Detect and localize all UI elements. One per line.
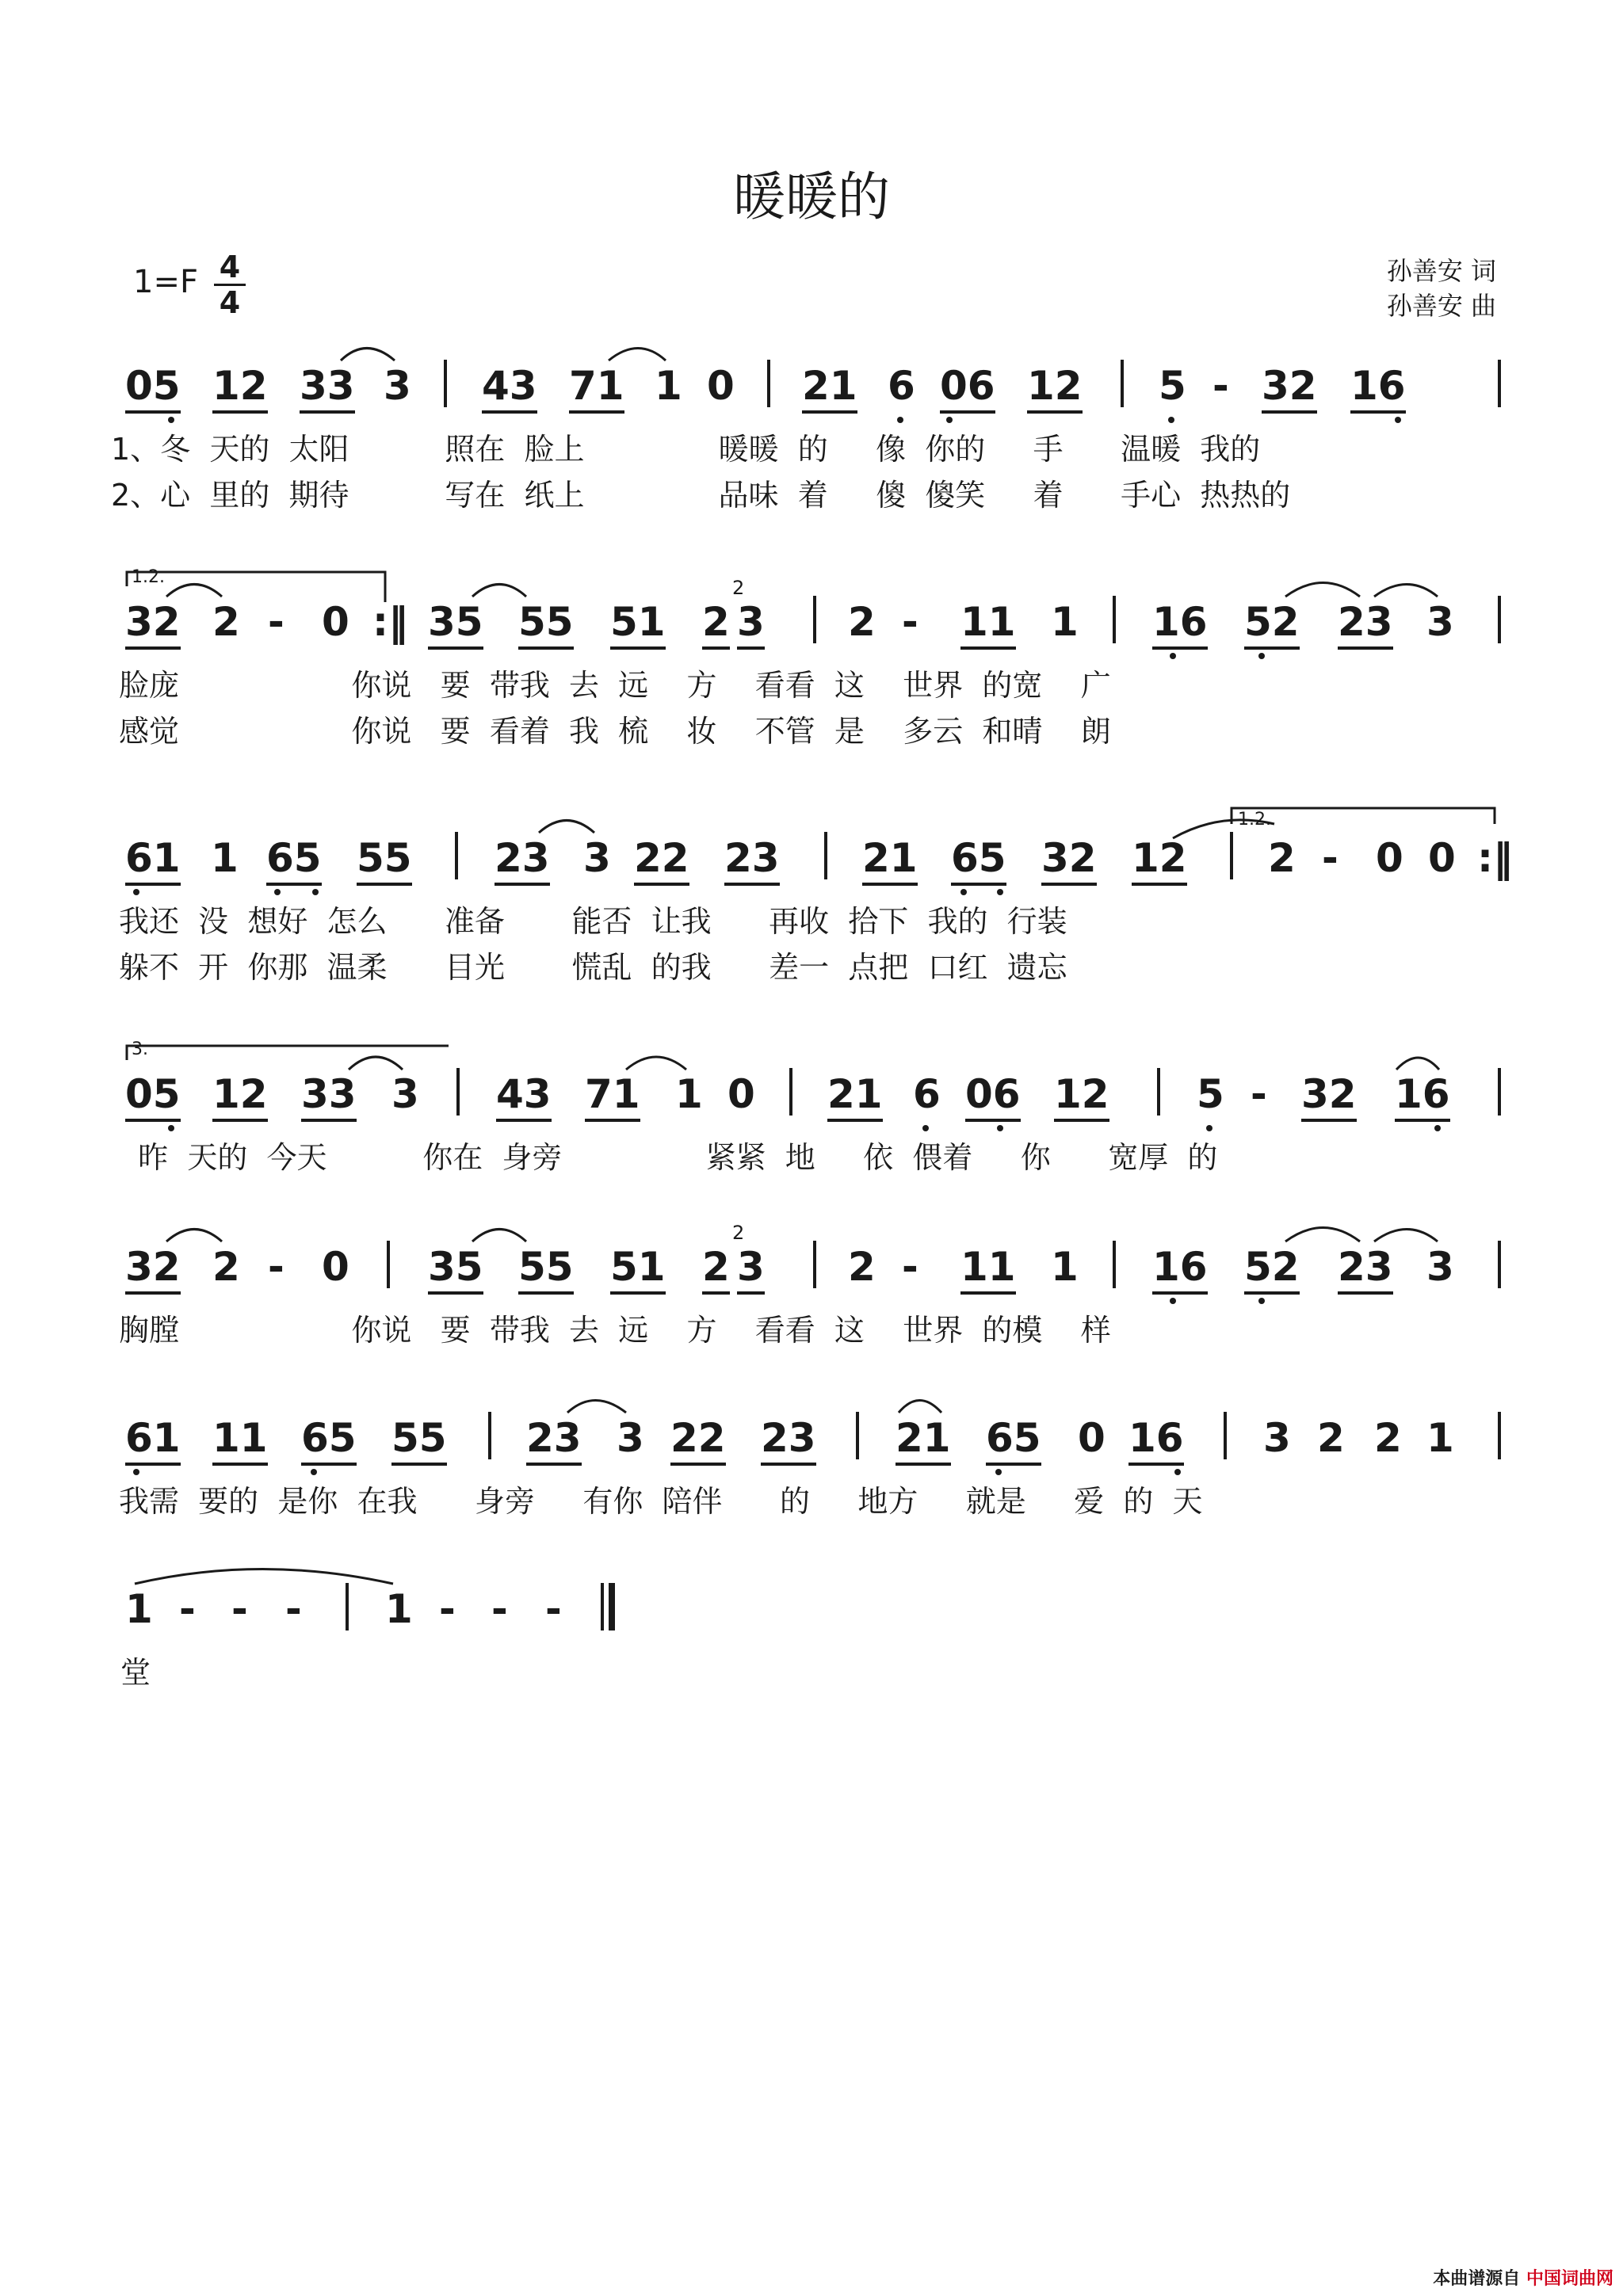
note: 11 xyxy=(960,1247,1016,1295)
note: 52 xyxy=(1244,602,1300,650)
note: - xyxy=(545,1586,562,1632)
note: 65 xyxy=(266,838,322,886)
note: - xyxy=(1322,835,1338,881)
notes-line: 61 1 65 55 23 3 22 23 21 65 32 12 2 - 0 0 :‖ xyxy=(0,838,1623,894)
note: 16 xyxy=(1152,602,1208,650)
note: 65 xyxy=(986,1418,1041,1466)
note: 6 xyxy=(913,1071,941,1117)
composer-credit: 孙善安 曲 xyxy=(1386,291,1496,321)
note: 2 xyxy=(212,1244,240,1290)
volta-label: 3. xyxy=(132,1039,148,1059)
note: 0 xyxy=(322,1244,349,1290)
note: 1 xyxy=(125,1586,153,1632)
note: 21 xyxy=(802,366,857,414)
note: - xyxy=(1212,363,1229,409)
note: 12 xyxy=(1132,838,1187,886)
volta-label: 1.2. xyxy=(1238,810,1271,830)
note: 55 xyxy=(518,602,574,650)
note: 23 xyxy=(1338,602,1393,650)
note: - xyxy=(902,1244,918,1290)
lyrics-verse-3: 胸膛 你说 要 带我 去 远 方 看看 这 世界 的模 样 xyxy=(119,1313,1111,1348)
note: 3 xyxy=(1426,599,1454,645)
note: 43 xyxy=(482,366,537,414)
note: 0 xyxy=(707,363,735,409)
note: 32 xyxy=(1041,838,1097,886)
lyrics-verse-3: 堂 xyxy=(120,1655,151,1690)
note: 32 xyxy=(125,602,181,650)
volta-label: 1.2. xyxy=(132,567,165,587)
note: 1 xyxy=(211,835,239,881)
note: 21 xyxy=(827,1074,883,1122)
lyricist-credit: 孙善安 词 xyxy=(1386,256,1496,286)
note: 1 xyxy=(1051,1244,1079,1290)
note: 1 xyxy=(675,1071,703,1117)
note: - xyxy=(268,599,285,645)
notes-line xyxy=(0,1586,1623,1645)
note: 65 xyxy=(951,838,1006,886)
note: 65 xyxy=(301,1418,357,1466)
note: 2 xyxy=(1317,1415,1345,1461)
note: 55 xyxy=(357,838,412,886)
note: 32 xyxy=(125,1247,181,1295)
note: 33 xyxy=(300,366,355,414)
note: 2 xyxy=(1268,835,1296,881)
note: 3 xyxy=(617,1415,644,1461)
note: - xyxy=(231,1586,248,1632)
note: 51 xyxy=(610,1247,666,1295)
grace-note: 2 xyxy=(732,1222,745,1244)
note: 2 xyxy=(702,1247,730,1295)
key-signature: 1=F xyxy=(133,264,198,300)
note: - xyxy=(268,1244,285,1290)
note: 12 xyxy=(212,1074,268,1122)
note: 1 xyxy=(385,1586,413,1632)
note: 12 xyxy=(1027,366,1083,414)
note: - xyxy=(1251,1071,1267,1117)
note: 22 xyxy=(634,838,689,886)
note: 0 xyxy=(322,599,349,645)
note: 3 xyxy=(1263,1415,1291,1461)
note: 16 xyxy=(1395,1074,1450,1122)
note: 2 xyxy=(848,1244,876,1290)
lyrics-verse-2: 躲不 开 你那 温柔 目光 慌乱 的我 差一 点把 口红 遗忘 xyxy=(119,950,1067,985)
note: 23 xyxy=(724,838,780,886)
lyrics-verse-1: 我还 没 想好 怎么 准备 能否 让我 再收 拾下 我的 行装 xyxy=(119,904,1067,939)
notes-line: 32 2 - 0 :‖ 35 55 51 2 3 2 2 - 11 1 16 52 23 3 xyxy=(0,602,1623,658)
lyrics-verse-2: 2、心 里的 期待 写在 纸上 品味 着 傻 傻笑 着 手心 热热的 xyxy=(111,478,1291,513)
note: 05 xyxy=(125,1074,181,1122)
source-footer xyxy=(1433,2265,1613,2290)
note: 0 xyxy=(1376,835,1403,881)
note: 6 xyxy=(888,363,915,409)
note: - xyxy=(491,1586,508,1632)
time-signature xyxy=(214,252,246,318)
note: 06 xyxy=(965,1074,1021,1122)
note: 2 xyxy=(212,599,240,645)
note: 32 xyxy=(1301,1074,1357,1122)
note: 3 xyxy=(737,1247,765,1295)
note: 32 xyxy=(1262,366,1317,414)
note: 5 xyxy=(1159,363,1186,409)
notes-line xyxy=(0,1222,1623,1302)
note: 43 xyxy=(496,1074,552,1122)
note: 16 xyxy=(1128,1418,1184,1466)
note: 11 xyxy=(212,1418,268,1466)
note: 23 xyxy=(1338,1247,1393,1295)
note: 1 xyxy=(1051,599,1079,645)
meter-top: 4 xyxy=(219,250,241,284)
note: 61 xyxy=(125,838,181,886)
note: 2 xyxy=(848,599,876,645)
lyrics-verse-2: 感觉 你说 要 看着 我 梳 妆 不管 是 多云 和晴 朗 xyxy=(119,714,1111,749)
note: 23 xyxy=(495,838,550,886)
notes-line xyxy=(0,363,1623,421)
lyrics-verse-3: 我需 要的 是你 在我 身旁 有你 陪伴 的 地方 就是 爱 的 天 xyxy=(119,1484,1203,1519)
lyrics-verse-1: 1、冬 天的 太阳 照在 脸上 暖暖 的 像 你的 手 温暖 我的 xyxy=(111,432,1261,467)
note: - xyxy=(902,599,918,645)
note: 52 xyxy=(1244,1247,1300,1295)
note: 12 xyxy=(1054,1074,1109,1122)
note: 21 xyxy=(862,838,918,886)
note: 0 xyxy=(1428,835,1456,881)
grace-note: 2 xyxy=(732,577,745,599)
note: 21 xyxy=(896,1418,951,1466)
note: 23 xyxy=(526,1418,582,1466)
note: 33 xyxy=(301,1074,357,1122)
note: 0 xyxy=(1078,1415,1106,1461)
note: 1 xyxy=(1426,1415,1454,1461)
note: - xyxy=(285,1586,302,1632)
note: 3 xyxy=(583,835,611,881)
lyrics-verse-1: 脸庞 你说 要 带我 去 远 方 看看 这 世界 的宽 广 xyxy=(119,668,1111,703)
note: 5 xyxy=(1197,1071,1224,1117)
note: 51 xyxy=(610,602,666,650)
note: 2 xyxy=(1374,1415,1402,1461)
note: 55 xyxy=(391,1418,447,1466)
note: 05 xyxy=(125,366,181,414)
song-title: 暖暖的 xyxy=(733,166,890,227)
note: 16 xyxy=(1152,1247,1208,1295)
note: 3 xyxy=(1426,1244,1454,1290)
meter-bottom: 4 xyxy=(219,285,241,320)
note: 71 xyxy=(569,366,624,414)
note: 16 xyxy=(1350,366,1406,414)
note: 3 xyxy=(391,1071,419,1117)
note: 2 xyxy=(702,602,730,650)
note: 0 xyxy=(727,1071,755,1117)
note: 22 xyxy=(670,1418,726,1466)
source-site: 中国词曲网 xyxy=(1526,2269,1613,2289)
note: 11 xyxy=(960,602,1016,650)
source-text: 本曲谱源自 xyxy=(1433,2269,1521,2289)
note: 3 xyxy=(384,363,411,409)
note: - xyxy=(439,1586,456,1632)
notes-line xyxy=(0,1071,1623,1130)
note: 55 xyxy=(518,1247,574,1295)
notes-line xyxy=(0,1415,1623,1474)
note: 06 xyxy=(940,366,995,414)
lyrics-verse-3: 昨 天的 今天 你在 身旁 紧紧 地 依 偎着 你 宽厚 的 xyxy=(119,1140,1218,1175)
note: 71 xyxy=(585,1074,640,1122)
note: 35 xyxy=(428,602,483,650)
note: 61 xyxy=(125,1418,181,1466)
note: 23 xyxy=(761,1418,816,1466)
note: 3 xyxy=(737,602,765,650)
note: - xyxy=(179,1586,196,1632)
note: 12 xyxy=(212,366,268,414)
note: 35 xyxy=(428,1247,483,1295)
note: 1 xyxy=(655,363,682,409)
